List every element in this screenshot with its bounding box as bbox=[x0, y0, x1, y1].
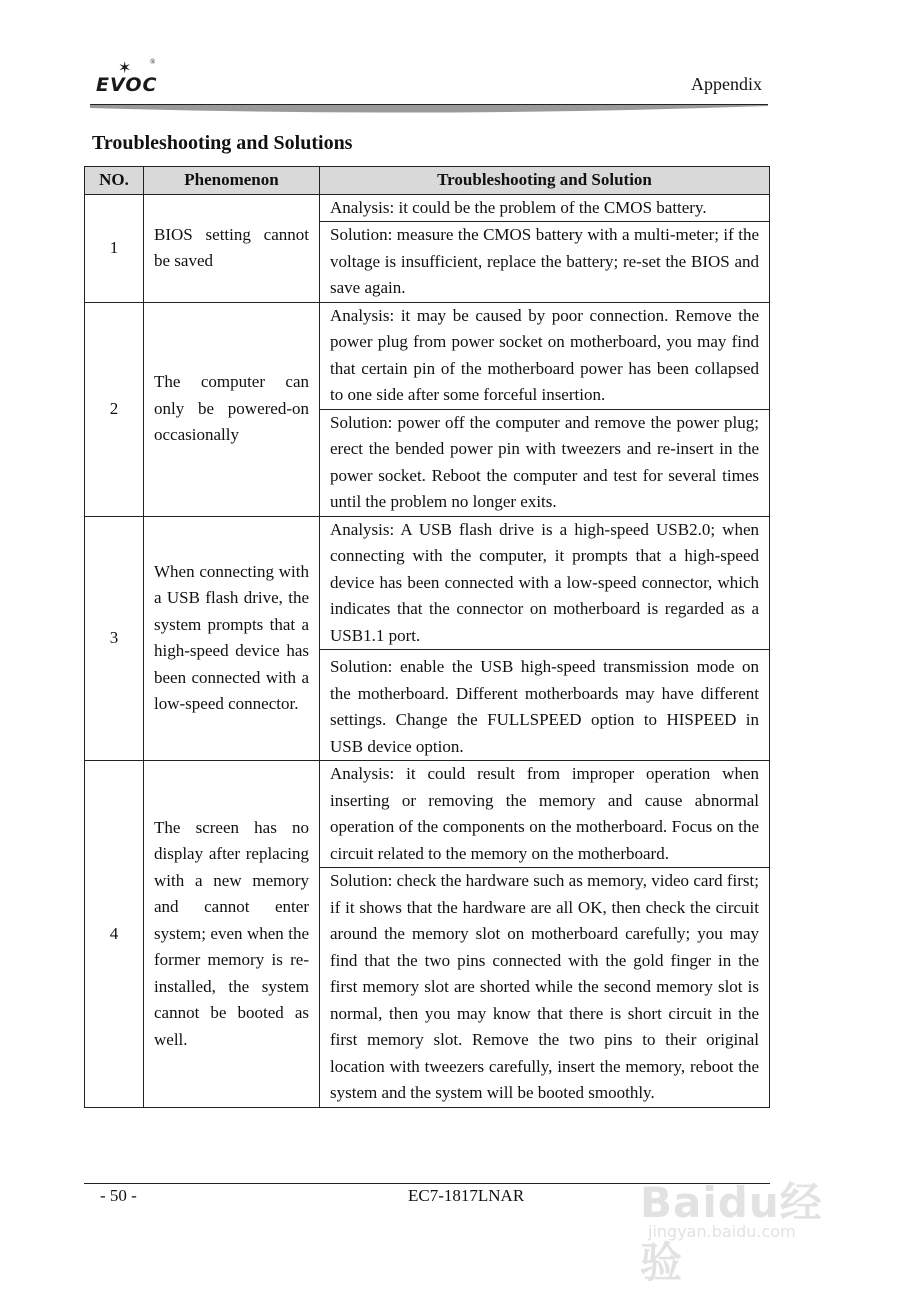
header-phenomenon: Phenomenon bbox=[144, 167, 320, 195]
analysis-cell: Analysis: it may be caused by poor connection. Remove the power plug from power socket on motherboard, you may find that certain pin of the motherboard power has been collapsed to one side after some forceful insertion. bbox=[320, 302, 770, 409]
phenomenon-cell: BIOS setting cannot be saved bbox=[144, 194, 320, 302]
table-row bbox=[85, 516, 770, 650]
row-number: 1 bbox=[85, 194, 144, 302]
phenomenon-cell: When connecting with a USB flash drive, the system prompts that a high-speed device has been connected with a low-speed connector. bbox=[144, 516, 320, 761]
header-solution: Troubleshooting and Solution bbox=[320, 167, 770, 195]
logo-text: EVOC bbox=[96, 74, 158, 96]
header-rule bbox=[90, 104, 768, 118]
table-header-row bbox=[85, 167, 770, 195]
row-number: 2 bbox=[85, 302, 144, 516]
row-number: 3 bbox=[85, 516, 144, 761]
solution-cell: Solution: enable the USB high-speed transmission mode on the motherboard. Different motherboards may have different settings. Change the FULLSPEED option to HISPEED in USB device option. bbox=[320, 650, 770, 761]
logo-registered-mark: ® bbox=[150, 58, 156, 66]
table-row bbox=[85, 302, 770, 409]
solution-cell: Solution: check the hardware such as memory, video card first; if it shows that the hardware are all OK, then check the circuit around the memory slot on motherboard carefully; you may find that the two pins connected with the gold finger in the first memory slot are shorted while the second memory slot is normal, then you may know that there is short circuit in the first memory slot. Remove the two pins to their original location with tweezers carefully, insert the memory, reboot the system and the system will be booted smoothly. bbox=[320, 868, 770, 1108]
phenomenon-cell: The screen has no display after replacing with a new memory and cannot enter system; even when the former memory is re-installed, the system cannot be booted as well. bbox=[144, 761, 320, 1108]
row-number: 4 bbox=[85, 761, 144, 1108]
analysis-cell: Analysis: it could result from improper operation when inserting or removing the memory and cause abnormal operation of the components on the motherboard. Focus on the circuit related to the memory on the motherboard. bbox=[320, 761, 770, 868]
analysis-cell: Analysis: A USB flash drive is a high-speed USB2.0; when connecting with the computer, it prompts that a high-speed device has been connected with a low-speed connector, which indicates that the connector on motherboard is regarded as a USB1.1 port. bbox=[320, 516, 770, 650]
header-section-title: Appendix bbox=[691, 74, 762, 94]
header-no: NO. bbox=[85, 167, 144, 195]
phenomenon-cell: The computer can only be powered-on occasionally bbox=[144, 302, 320, 516]
page-number: - 50 - bbox=[100, 1186, 137, 1205]
troubleshooting-table bbox=[84, 166, 770, 1108]
watermark-url: jingyan.baidu.com bbox=[648, 1222, 796, 1241]
table-row bbox=[85, 194, 770, 222]
evoc-logo bbox=[96, 58, 162, 98]
model-number: EC7-1817LNAR bbox=[408, 1186, 525, 1205]
table-row bbox=[85, 761, 770, 868]
analysis-cell: Analysis: it could be the problem of the CMOS battery. bbox=[320, 194, 770, 222]
baidu-watermark bbox=[640, 1170, 840, 1287]
page-title: Troubleshooting and Solutions bbox=[92, 132, 353, 154]
solution-cell: Solution: measure the CMOS battery with a multi-meter; if the voltage is insufficient, replace the battery; re-set the BIOS and save again. bbox=[320, 222, 770, 303]
logo-star-icon: ✶ bbox=[118, 60, 132, 77]
watermark-main: Baidu经验 bbox=[640, 1178, 823, 1287]
solution-cell: Solution: power off the computer and remove the power plug; erect the bended power pin with tweezers and re-insert in the power socket. Reboot the computer and test for several times until the problem no longer exits. bbox=[320, 409, 770, 516]
